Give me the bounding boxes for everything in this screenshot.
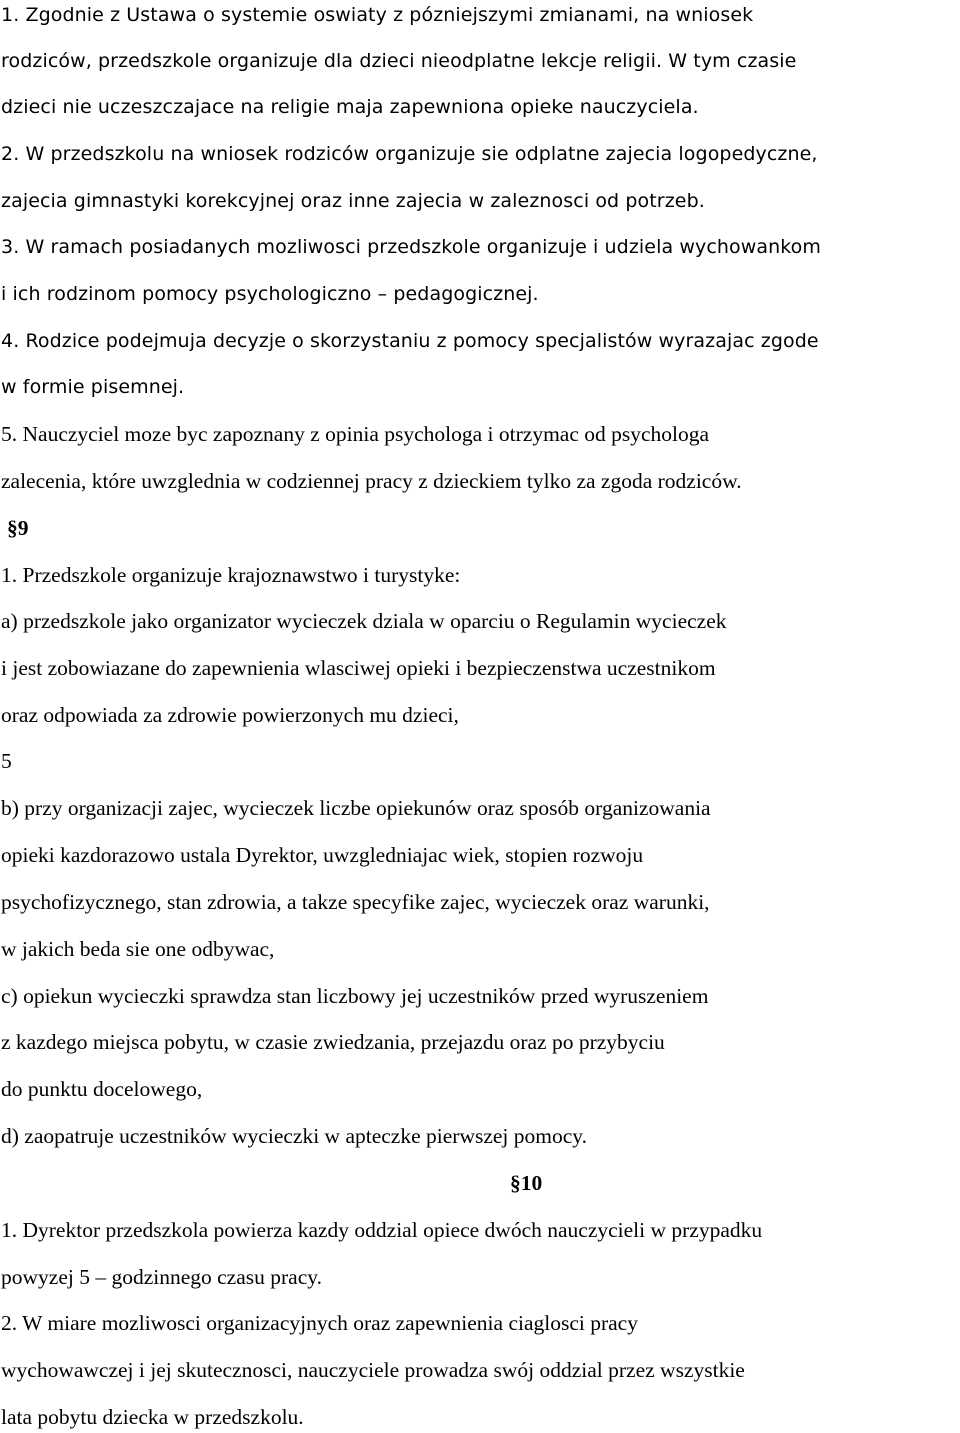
paragraph-line: z kazdego miejsca pobytu, w czasie zwiedzania, przejazdu oraz po przybyciu: [1, 1030, 665, 1054]
paragraph-line: opieki kazdorazowo ustala Dyrektor, uwzgledniajac wiek, stopien rozwoju: [1, 843, 644, 867]
paragraph-line: c) opiekun wycieczki sprawdza stan liczbowy jej uczestników przed wyruszeniem: [1, 984, 709, 1008]
paragraph-line: rodziców, przedszkole organizuje dla dzieci nieodplatne lekcje religii. W tym czasie: [1, 50, 797, 72]
paragraph-line: a) przedszkole jako organizator wycieczek dziala w oparciu o Regulamin wycieczek: [1, 609, 727, 633]
page-number: 5: [1, 749, 12, 773]
paragraph-line: w jakich beda sie one odbywac,: [1, 937, 275, 961]
paragraph-line: i ich rodzinom pomocy psychologiczno – pedagogicznej.: [1, 283, 539, 305]
paragraph-line: 1. Zgodnie z Ustawa o systemie oswiaty z pózniejszymi zmianami, na wniosek: [1, 4, 754, 26]
paragraph-line: psychofizycznego, stan zdrowia, a takze specyfike zajec, wycieczek oraz warunki,: [1, 890, 710, 914]
paragraph-line: 5. Nauczyciel moze byc zapoznany z opinia psychologa i otrzymac od psychologa: [1, 422, 710, 446]
paragraph-line: 2. W miare mozliwosci organizacyjnych oraz zapewnienia ciaglosci pracy: [1, 1311, 638, 1335]
paragraph-line: zajecia gimnastyki korekcyjnej oraz inne zajecia w zaleznosci od potrzeb.: [1, 190, 705, 212]
section-heading: §10: [510, 1171, 543, 1195]
paragraph-line: 3. W ramach posiadanych mozliwosci przedszkole organizuje i udziela wychowankom: [1, 236, 822, 258]
paragraph-line: zalecenia, które uwzglednia w codziennej pracy z dzieckiem tylko za zgoda rodziców.: [1, 469, 742, 493]
paragraph-line: d) zaopatruje uczestników wycieczki w apteczke pierwszej pomocy.: [1, 1124, 588, 1148]
paragraph-line: powyzej 5 – godzinnego czasu pracy.: [1, 1265, 322, 1289]
paragraph-line: oraz odpowiada za zdrowie powierzonych mu dzieci,: [1, 703, 459, 727]
paragraph-line: 4. Rodzice podejmuja decyzje o skorzystaniu z pomocy specjalistów wyrazajac zgode: [1, 330, 819, 352]
paragraph-line: wychowawczej i jej skutecznosci, nauczyciele prowadza swój oddzial przez wszystkie: [1, 1358, 745, 1382]
paragraph-line: b) przy organizacji zajec, wycieczek liczbe opiekunów oraz sposób organizowania: [1, 796, 711, 820]
paragraph-line: i jest zobowiazane do zapewnienia wlasciwej opieki i bezpieczenstwa uczestnikom: [1, 656, 716, 680]
paragraph-line: do punktu docelowego,: [1, 1077, 203, 1101]
paragraph-line: 1. Dyrektor przedszkola powierza kazdy oddzial opiece dwóch nauczycieli w przypadku: [1, 1218, 763, 1242]
paragraph-line: lata pobytu dziecka w przedszkolu.: [1, 1405, 304, 1429]
section-heading: §9: [7, 516, 29, 540]
paragraph-line: 1. Przedszkole organizuje krajoznawstwo i turystyke:: [1, 563, 461, 587]
paragraph-line: dzieci nie uczeszczajace na religie maja zapewniona opieke nauczyciela.: [1, 96, 699, 118]
paragraph-line: w formie pisemnej.: [1, 376, 185, 398]
paragraph-line: 2. W przedszkolu na wniosek rodziców organizuje sie odplatne zajecia logopedyczne,: [1, 143, 818, 165]
